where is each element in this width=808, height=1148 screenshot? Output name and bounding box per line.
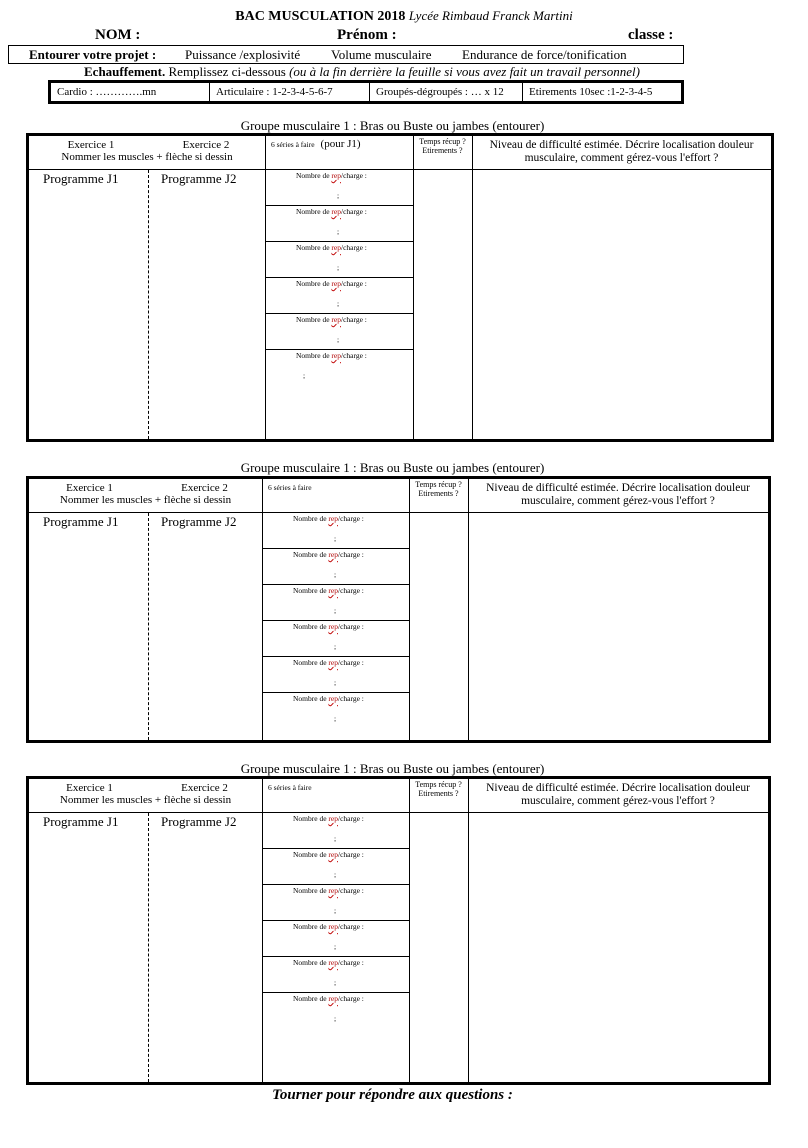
set-row[interactable]	[265, 170, 413, 206]
set-label	[293, 622, 364, 631]
set-label-suffix: /charge :	[337, 814, 364, 823]
group-title: Groupe musculaire 1 : Bras ou Buste ou jambes (entourer)	[240, 761, 545, 776]
exercise-1-label: Exercice 1	[67, 139, 115, 151]
set-label-prefix: Nombre de	[293, 958, 329, 967]
title-text: BAC MUSCULATION 2018	[235, 9, 406, 24]
program-divider	[148, 170, 149, 439]
set-label-rep: rep	[328, 814, 338, 823]
set-label	[296, 207, 367, 216]
set-row[interactable]	[262, 885, 409, 921]
series-header	[268, 481, 318, 494]
set-label-rep: rep	[328, 958, 338, 967]
set-label-prefix: Nombre de	[293, 994, 329, 1003]
set-label-prefix: Nombre de	[293, 658, 329, 667]
set-label-suffix: /charge :	[337, 922, 364, 931]
set-label-prefix: Nombre de	[293, 514, 329, 523]
set-row[interactable]	[265, 350, 413, 386]
set-semicolon: ;	[334, 534, 337, 543]
set-label	[293, 886, 364, 895]
set-semicolon: ;	[337, 191, 340, 200]
exercise-2-label: Exercice 2	[181, 782, 228, 794]
project-option-volume[interactable]: Volume musculaire	[331, 47, 432, 62]
set-label-rep: rep	[331, 207, 341, 216]
project-option-puissance[interactable]: Puissance /explosivité	[185, 47, 301, 62]
rest-input-area[interactable]	[413, 170, 472, 439]
exercise-header	[29, 782, 262, 806]
set-label-rep: rep	[328, 658, 338, 667]
set-semicolon: ;	[334, 678, 337, 687]
set-label-rep: rep	[331, 171, 341, 180]
exercise-table	[26, 476, 771, 743]
difficulty-input-area[interactable]	[469, 813, 768, 1082]
set-label-rep: rep	[331, 351, 341, 360]
set-semicolon: ;	[334, 1014, 337, 1023]
set-label-prefix: Nombre de	[293, 850, 329, 859]
warmup-articulaire[interactable]: Articulaire : 1-2-3-4-5-6-7	[209, 83, 369, 101]
series-extra: (pour J1)	[320, 138, 361, 150]
set-label-prefix: Nombre de	[293, 622, 329, 631]
set-label-rep: rep	[328, 550, 338, 559]
exercise-2-label: Exercice 2	[181, 482, 228, 494]
set-label-rep: rep	[331, 279, 341, 288]
set-label-prefix: Nombre de	[296, 315, 332, 324]
set-row[interactable]	[262, 693, 409, 729]
set-semicolon: ;	[334, 978, 337, 987]
set-row[interactable]	[262, 621, 409, 657]
set-label-rep: rep	[331, 243, 341, 252]
set-label-suffix: /charge :	[337, 994, 364, 1003]
set-label-rep: rep	[328, 922, 338, 931]
set-label	[293, 814, 364, 823]
exercise-header	[29, 482, 262, 506]
set-row[interactable]	[265, 206, 413, 242]
set-label-prefix: Nombre de	[293, 922, 329, 931]
set-label-suffix: /charge :	[337, 694, 364, 703]
set-label-prefix: Nombre de	[296, 351, 332, 360]
set-semicolon: ;	[334, 942, 337, 951]
set-label	[296, 315, 367, 324]
rest-input-area[interactable]	[409, 513, 468, 740]
programme-j1[interactable]: Programme J1	[43, 171, 119, 186]
rest-header: Temps récup ? Etirements ?	[419, 137, 466, 155]
set-label-prefix: Nombre de	[296, 171, 332, 180]
set-label-suffix: /charge :	[337, 658, 364, 667]
set-row[interactable]	[262, 921, 409, 957]
exercise-table	[26, 776, 771, 1085]
set-row[interactable]	[265, 242, 413, 278]
set-semicolon: ;	[334, 606, 337, 615]
warmup-line	[84, 64, 640, 80]
set-label-suffix: /charge :	[337, 622, 364, 631]
group-title: Groupe musculaire 1 : Bras ou Buste ou jambes (entourer)	[240, 118, 545, 133]
set-label	[293, 586, 364, 595]
set-label-suffix: /charge :	[337, 958, 364, 967]
warmup-instruction: Remplissez ci-dessous	[168, 64, 286, 79]
set-label	[293, 658, 364, 667]
set-row[interactable]	[262, 585, 409, 621]
set-row[interactable]	[265, 278, 413, 314]
set-label-prefix: Nombre de	[293, 886, 329, 895]
programme-j2[interactable]: Programme J2	[161, 171, 237, 186]
series-header	[268, 781, 318, 794]
set-label-rep: rep	[328, 694, 338, 703]
set-label-prefix: Nombre de	[296, 243, 332, 252]
set-semicolon: ;	[334, 906, 337, 915]
group-title: Groupe musculaire 1 : Bras ou Buste ou jambes (entourer)	[240, 460, 545, 475]
set-label-suffix: /charge :	[340, 171, 367, 180]
set-row[interactable]	[262, 993, 409, 1029]
project-box	[8, 45, 684, 64]
difficulty-header: Niveau de difficulté estimée. Décrire localisation douleur musculaire, comment gérez-vous l'effort ?	[486, 482, 750, 507]
warmup-note: (ou à la fin derrière la feuille si vous avez fait un travail personnel)	[289, 64, 640, 79]
exercise-2-label: Exercice 2	[182, 139, 230, 151]
set-label-suffix: /charge :	[337, 886, 364, 895]
set-label-suffix: /charge :	[337, 850, 364, 859]
programme-j1[interactable]: Programme J1	[43, 514, 119, 529]
set-label-prefix: Nombre de	[296, 279, 332, 288]
exercise-header	[29, 139, 265, 163]
set-label-suffix: /charge :	[337, 550, 364, 559]
difficulty-input-area[interactable]	[473, 170, 771, 439]
warmup-label: Echauffement.	[84, 64, 166, 79]
project-label: Entourer votre projet :	[29, 47, 157, 62]
set-label-suffix: /charge :	[340, 351, 367, 360]
set-label-suffix: /charge :	[337, 514, 364, 523]
warmup-box	[48, 80, 684, 104]
set-label	[296, 351, 367, 360]
set-semicolon: ;	[334, 870, 337, 879]
exercise-1-label: Exercice 1	[66, 782, 113, 794]
warmup-groupes[interactable]: Groupés-dégroupés : … x 12	[369, 83, 522, 101]
warmup-etirements[interactable]: Etirements 10sec :1-2-3-4-5	[522, 83, 681, 101]
programme-j2[interactable]: Programme J2	[161, 514, 237, 529]
nom-label: NOM :	[95, 27, 141, 43]
set-semicolon: ;	[337, 263, 340, 272]
set-semicolon: ;	[337, 299, 340, 308]
programme-j1[interactable]: Programme J1	[43, 814, 119, 829]
exercise-subtitle: Nommer les muscles + flèche si dessin	[59, 794, 232, 806]
footer-text: Tourner pour répondre aux questions :	[272, 1087, 513, 1103]
school-name: Lycée Rimbaud Franck Martini	[408, 8, 573, 23]
set-label	[296, 171, 367, 180]
set-label	[293, 514, 364, 523]
set-semicolon: ;	[334, 570, 337, 579]
prenom-label: Prénom :	[337, 27, 397, 43]
set-semicolon: ;	[337, 335, 340, 344]
set-row[interactable]	[265, 314, 413, 350]
set-semicolon: ;	[303, 371, 306, 380]
rest-header: Temps récup ? Etirements ?	[415, 780, 462, 798]
set-row[interactable]	[262, 513, 409, 549]
set-row[interactable]	[262, 957, 409, 993]
series-label: 6 séries à faire	[268, 783, 312, 792]
set-label-prefix: Nombre de	[293, 814, 329, 823]
warmup-cardio[interactable]: Cardio : ………….mn	[57, 86, 157, 98]
set-label-prefix: Nombre de	[296, 207, 332, 216]
difficulty-header: Niveau de difficulté estimée. Décrire localisation douleur musculaire, comment gérez-vous l'effort ?	[486, 782, 750, 807]
set-label-rep: rep	[328, 850, 338, 859]
set-semicolon: ;	[337, 227, 340, 236]
set-label-prefix: Nombre de	[293, 550, 329, 559]
set-label-prefix: Nombre de	[293, 586, 329, 595]
set-label-prefix: Nombre de	[293, 694, 329, 703]
programme-j2[interactable]: Programme J2	[161, 814, 237, 829]
program-divider	[148, 813, 149, 1082]
series-label: 6 séries à faire	[268, 483, 312, 492]
exercise-1-label: Exercice 1	[66, 482, 113, 494]
set-label-rep: rep	[328, 514, 338, 523]
set-row[interactable]	[262, 549, 409, 585]
classe-label: classe :	[628, 27, 674, 43]
exercise-subtitle: Nommer les muscles + flèche si dessin	[59, 494, 232, 506]
rest-input-area[interactable]	[409, 813, 468, 1082]
set-label-rep: rep	[328, 586, 338, 595]
series-header	[271, 138, 361, 151]
set-label	[293, 994, 364, 1003]
series-label: 6 séries à faire	[271, 140, 315, 149]
set-row[interactable]	[262, 657, 409, 693]
set-label	[293, 550, 364, 559]
program-divider	[148, 513, 149, 740]
exercise-table	[26, 133, 774, 442]
difficulty-header: Niveau de difficulté estimée. Décrire localisation douleur musculaire, comment gérez-vous l'effort ?	[489, 139, 754, 164]
set-semicolon: ;	[334, 642, 337, 651]
page-title	[0, 8, 808, 25]
set-label-rep: rep	[328, 886, 338, 895]
set-semicolon: ;	[334, 714, 337, 723]
project-option-endurance[interactable]: Endurance de force/tonification	[462, 47, 627, 62]
difficulty-input-area[interactable]	[469, 513, 768, 740]
set-label-suffix: /charge :	[340, 207, 367, 216]
set-label	[293, 922, 364, 931]
set-label-rep: rep	[331, 315, 341, 324]
set-label-suffix: /charge :	[340, 243, 367, 252]
set-label-suffix: /charge :	[337, 586, 364, 595]
set-label-suffix: /charge :	[340, 315, 367, 324]
set-label-rep: rep	[328, 622, 338, 631]
set-label-suffix: /charge :	[340, 279, 367, 288]
set-label	[296, 243, 367, 252]
set-semicolon: ;	[334, 834, 337, 843]
set-label	[293, 958, 364, 967]
set-label	[293, 850, 364, 859]
set-label	[293, 694, 364, 703]
set-label-rep: rep	[328, 994, 338, 1003]
set-row[interactable]	[262, 813, 409, 849]
exercise-subtitle: Nommer les muscles + flèche si dessin	[61, 151, 233, 163]
set-row[interactable]	[262, 849, 409, 885]
rest-header: Temps récup ? Etirements ?	[415, 480, 462, 498]
set-label	[296, 279, 367, 288]
